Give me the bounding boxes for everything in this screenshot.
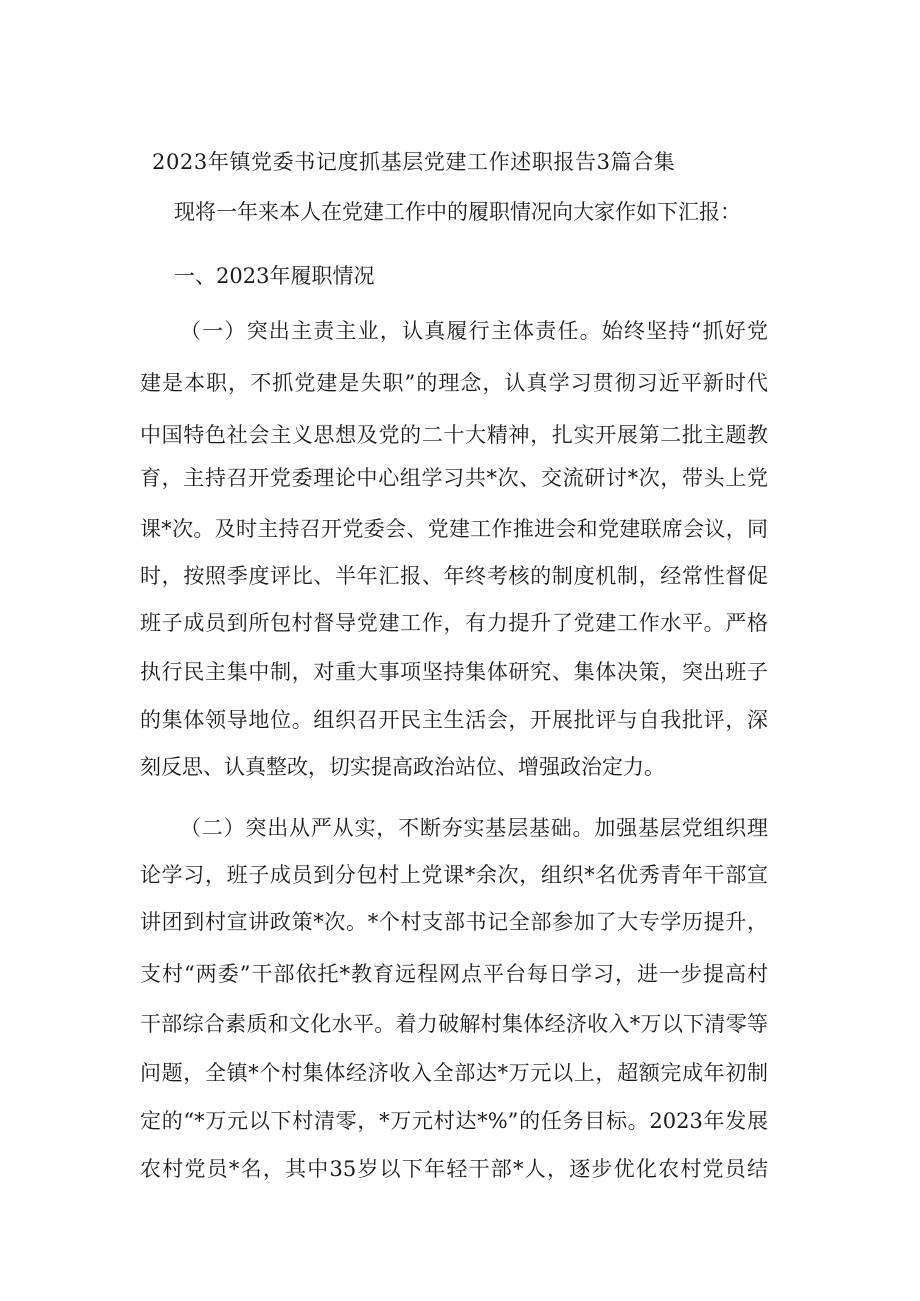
paragraph-line: 执行民主集中制，对重大事项坚持集体研究、集体决策，突出班子 — [140, 660, 768, 684]
paragraph-line: 干部综合素质和文化水平。着力破解村集体经济收入*万以下清零等 — [140, 1012, 768, 1036]
paragraph-line: 农村党员*名，其中35岁以下年轻干部*人，逐步优化农村党员结 — [140, 1157, 768, 1181]
paragraph-line: （二）突出从严从实，不断夯实基层基础。加强基层党组织理 — [180, 816, 768, 840]
paragraph-line: 支村“两委”干部依托*教育远程网点平台每日学习，进一步提高村 — [140, 962, 768, 986]
paragraph-line: 论学习，班子成员到分包村上党课*余次，组织*名优秀青年干部宣 — [140, 863, 768, 887]
document-title: 2023年镇党委书记度抓基层党建工作述职报告3篇合集 — [152, 150, 676, 174]
paragraph-line: 育，主持召开党委理论中心组学习共*次、交流研讨*次，带头上党 — [140, 466, 768, 490]
paragraph-line: 讲团到村宣讲政策*次。*个村支部书记全部参加了大专学历提升， — [140, 910, 768, 934]
paragraph-line: 的集体领导地位。组织召开民主生活会，开展批评与自我批评，深 — [140, 708, 768, 732]
paragraph-line: 问题，全镇*个村集体经济收入全部达*万元以上，超额完成年初制 — [140, 1061, 768, 1085]
paragraph-line: （一）突出主责主业，认真履行主体责任。始终坚持“抓好党 — [180, 319, 768, 343]
intro-paragraph: 现将一年来本人在党建工作中的履职情况向大家作如下汇报： — [174, 200, 741, 224]
paragraph-line: 时，按照季度评比、半年汇报、年终考核的制度机制，经常性督促 — [140, 564, 768, 588]
paragraph-line: 班子成员到所包村督导党建工作，有力提升了党建工作水平。严格 — [140, 611, 768, 635]
paragraph-line: 定的“*万元以下村清零，*万元村达*%”的任务目标。2023年发展 — [140, 1109, 768, 1133]
paragraph-line: 中国特色社会主义思想及党的二十大精神，扎实开展第二批主题教 — [140, 423, 768, 447]
paragraph-line: 建是本职，不抓党建是失职”的理念，认真学习贯彻习近平新时代 — [140, 371, 768, 395]
section-heading-1: 一、2023年履职情况 — [174, 264, 375, 288]
paragraph-line: 刻反思、认真整改，切实提高政治站位、增强政治定力。 — [140, 755, 665, 779]
paragraph-line: 课*次。及时主持召开党委会、党建工作推进会和党建联席会议，同 — [140, 517, 768, 541]
